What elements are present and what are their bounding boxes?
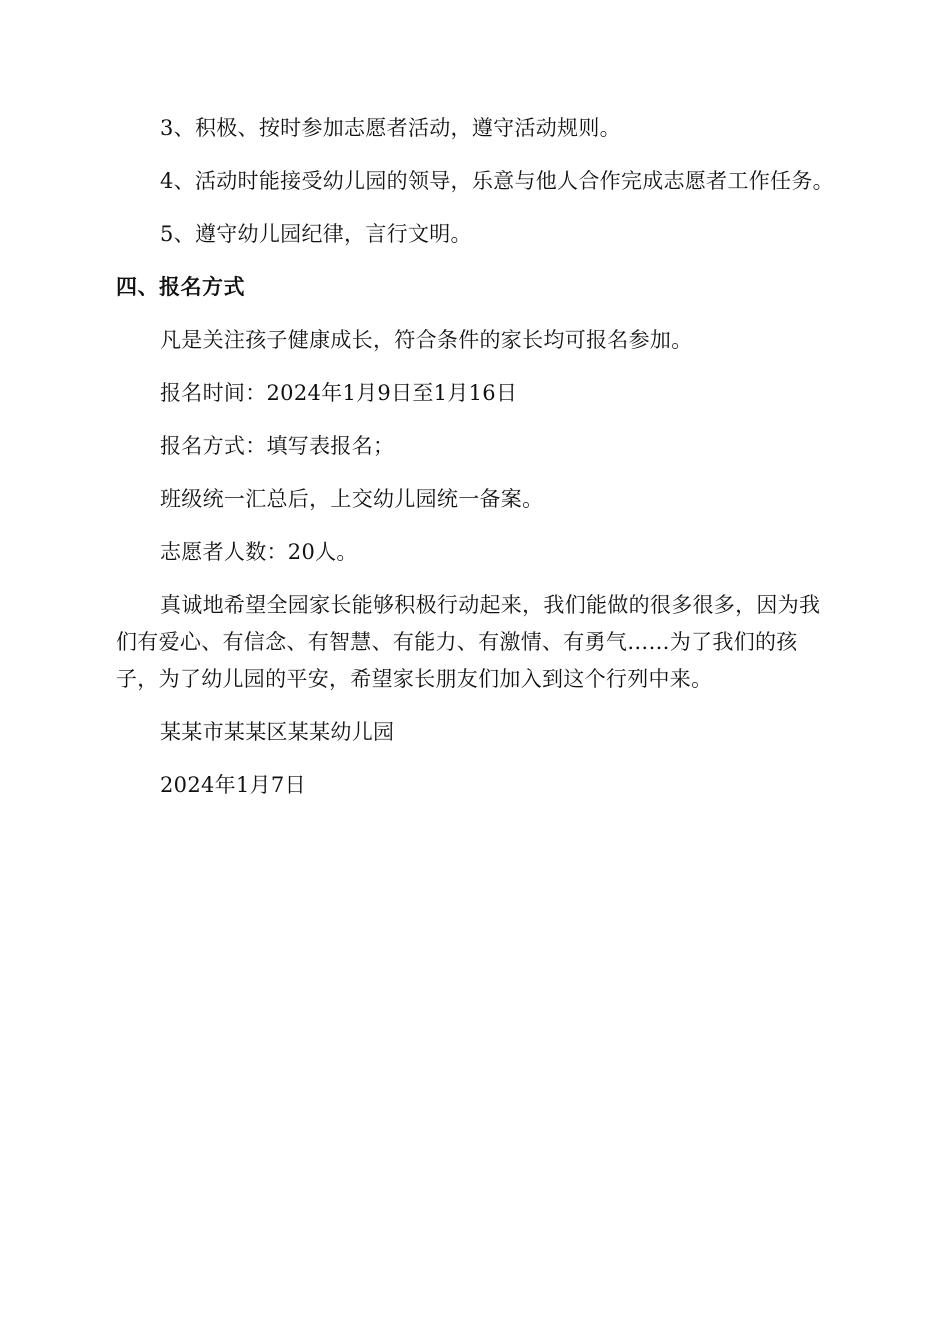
paragraph-class-summary: 班级统一汇总后，上交幼儿园统一备案。	[160, 487, 544, 511]
paragraph-registration-time: 报名时间：2024年1月9日至1月16日	[160, 381, 518, 405]
requirement-item-3: 3、积极、按时参加志愿者活动，遵守活动规则。	[160, 116, 621, 140]
signature-organization: 某某市某某区某某幼儿园	[160, 720, 395, 744]
section-heading-registration: 四、报名方式	[116, 275, 245, 299]
paragraph-volunteer-count: 志愿者人数：20人。	[160, 540, 358, 564]
requirement-item-5: 5、遵守幼儿园纪律，言行文明。	[160, 222, 472, 246]
paragraph-eligibility: 凡是关注孩子健康成长，符合条件的家长均可报名参加。	[160, 328, 693, 352]
requirement-item-4: 4、活动时能接受幼儿园的领导，乐意与他人合作完成志愿者工作任务。	[160, 169, 834, 193]
paragraph-appeal: 真诚地希望全园家长能够积极行动起来，我们能做的很多很多，因为我们有爱心、有信念、有智慧、有能力、有激情、有勇气……为了我们的孩子，为了幼儿园的平安，希望家长朋友们加入到这个行列中来。	[116, 593, 821, 691]
document-page	[116, 110, 836, 820]
paragraph-registration-method: 报名方式：填写表报名；	[160, 434, 395, 458]
signature-date: 2024年1月7日	[160, 773, 306, 797]
